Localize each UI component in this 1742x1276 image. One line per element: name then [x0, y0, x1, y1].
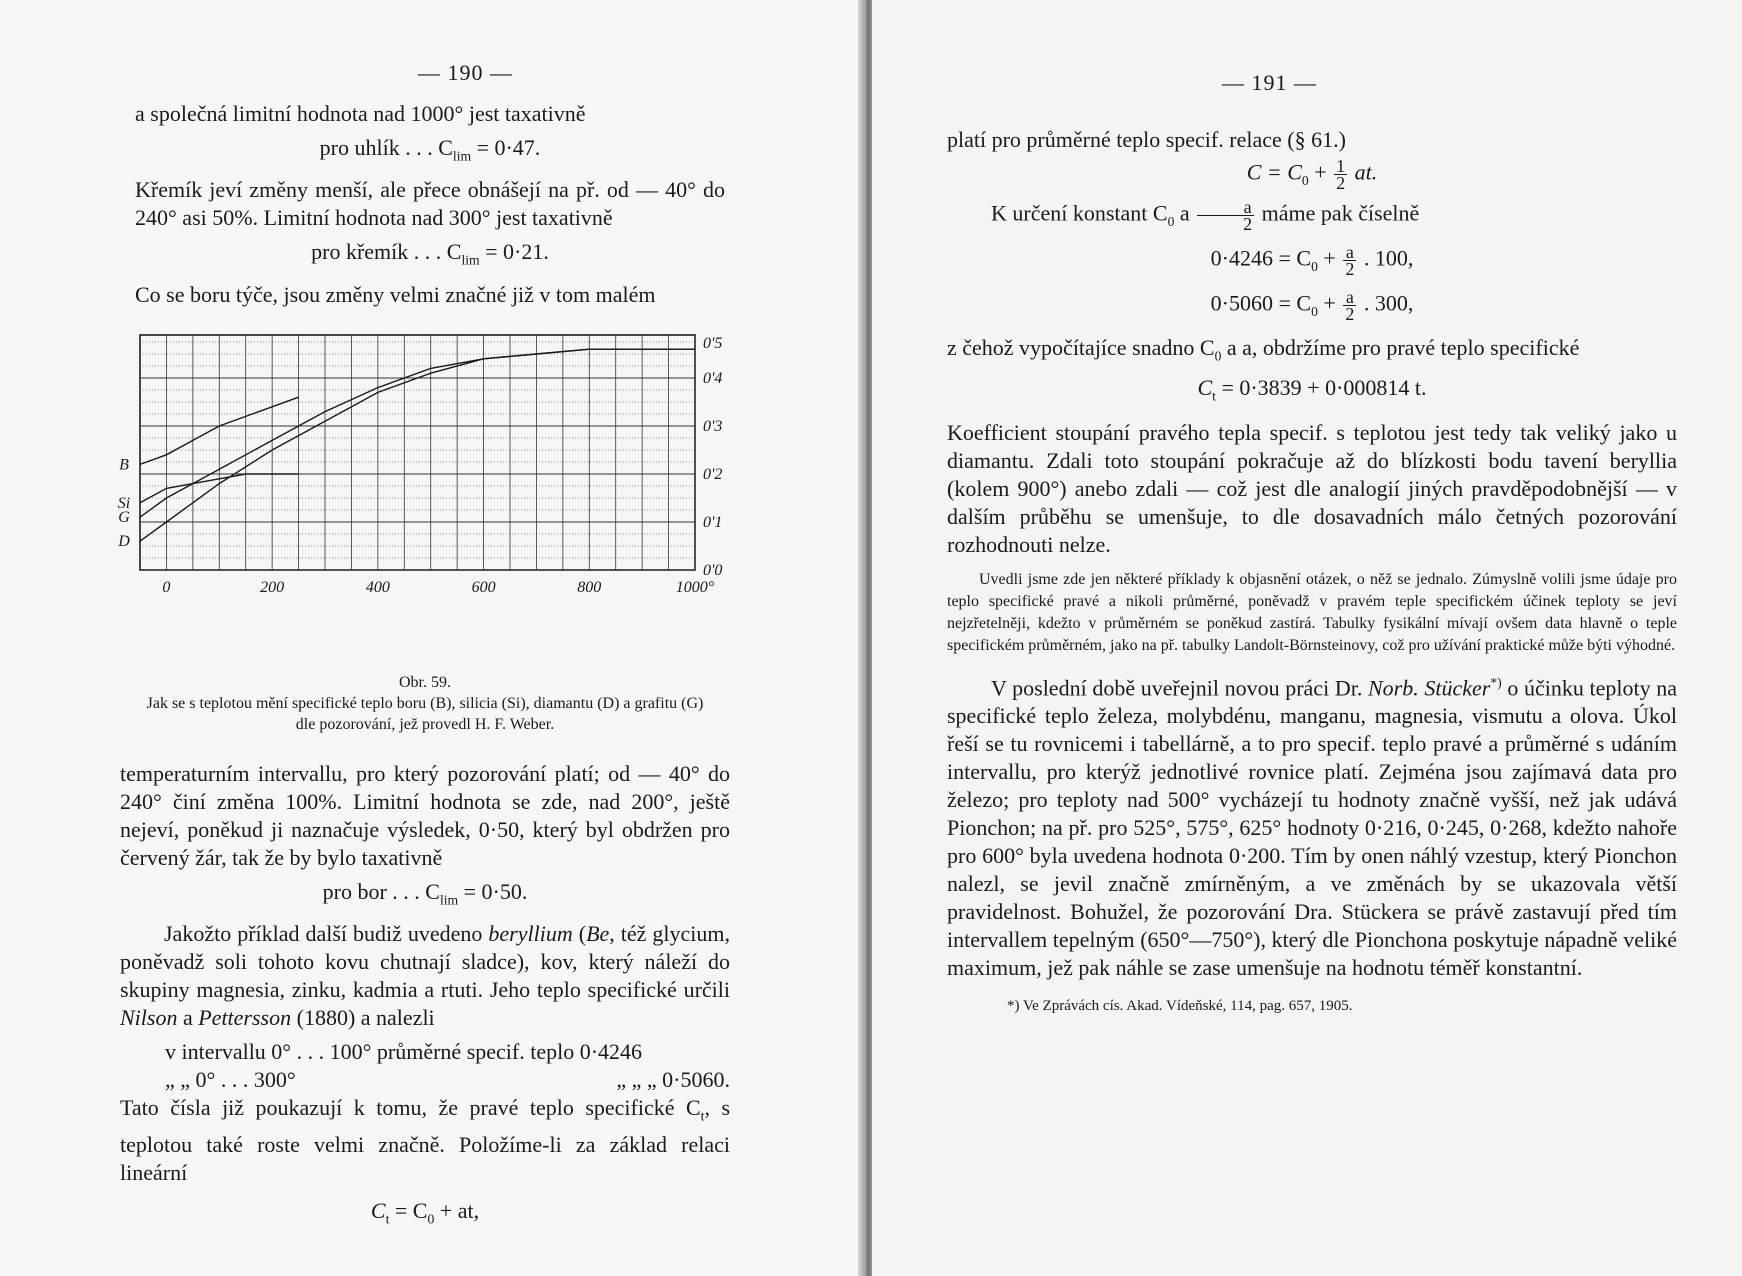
- y-tick-label: 0'4: [703, 370, 723, 387]
- series-label-g: G: [118, 509, 130, 527]
- formula-silicon: pro křemík . . . $C_{lim} = 0\cdot 21$.: [311, 239, 549, 268]
- y-tick-label: 0'0: [703, 562, 723, 579]
- y-tick-label: 0'5: [703, 335, 723, 352]
- paragraph: Jakožto příklad další budiž uvedeno beryllium (Be, též glycium, poněvadž soli tohoto kovu chutnají sladce), kov, který náleží do skupiny magnesia, zinku, kadmia a rtuti. Jeho teplo specifické určili Nilson a Pettersson (1880) a nalezli: [120, 921, 731, 1031]
- equation-2: $0\cdot 5060 = C_0$ + $\frac{a}{2}$ . 300,: [1210, 286, 1414, 324]
- x-tick-label: 0: [162, 579, 171, 596]
- paragraph: platí pro průměrné teplo specif. relace (§ 61.): [947, 127, 1346, 152]
- page-number: — 190 —: [418, 60, 513, 85]
- y-tick-label: 0'3: [703, 418, 723, 435]
- series-label-d: D: [118, 533, 130, 551]
- small-print-paragraph: Uvedli jsme zde jen některé příklady k objasnění otázek, o něž se jednalo. Zúmyslně volili jsme údaje pro teplo specifické pravé a nikoli průměrné, poněvadž v pravém teple specifickém účinek teploty se jeví nejzřetelněji, kdežto v průměrném se poněkud zastírá. Tabulky fysikální mívají ovšem data hlavně o teple specifickém průměrném, jako na př. tabulky Landolt-Börnsteinovy, což pro užívání praktické může býti výhodné.: [947, 570, 1677, 654]
- paragraph: K určení konstant $C_0$ a $\frac{a}{2}$ máme pak číselně: [991, 196, 1420, 234]
- formula-carbon: pro uhlík . . . $C_{lim} = 0\cdot 47$.: [319, 135, 541, 164]
- x-tick-label: 400: [365, 579, 390, 596]
- x-tick-label: 1000°: [675, 579, 715, 596]
- formula-true-heat: $C_t = 0\cdot 3839 + 0\cdot 000814$ t.: [1197, 375, 1427, 404]
- footnote: *) Ve Zprávách cís. Akad. Vídeňské, 114, pag. 657, 1905.: [1007, 997, 1353, 1014]
- left-page: [0, 0, 862, 1276]
- figure-caption: [145, 672, 705, 735]
- data-row: „ „ 0° . . . 300° „ „ „ 0·5060.: [165, 1067, 730, 1093]
- caption-label: Obr. 59.: [399, 674, 451, 691]
- left-text-block-2: [120, 760, 730, 1233]
- caption-text: Jak se s teplotou mění specifické teplo boru (B), silicia (Si), diamantu (D) a grafitu (G) dle pozorování, jež provedl H. F. Weber.: [146, 695, 704, 733]
- specific-heat-chart: [117, 335, 830, 670]
- left-text-block-1: [135, 100, 725, 309]
- formula-mean-heat: $C = C_0$ + $\frac{1}{2}$ at.: [1246, 156, 1378, 193]
- x-tick-label: 800: [577, 579, 602, 596]
- paragraph: Koefficient stoupání pravého tepla specif. s teplotou jest tedy tak veliký jako u diamantu. Zdali toto stoupání pokračuje až do blízkosti bodu tavení beryllia (kolem 900°) anebo zdali — což jest dle analogií jiných pravděpodobnější — v dalším průběhu se umenšuje, to dle dosavadních málo četných pozorování rozhodnouti nelze.: [947, 419, 1677, 557]
- paragraph: Co se boru týče, jsou změny velmi značné již v tom malém: [135, 281, 656, 307]
- paragraph: a společná limitní hodnota nad 1000° jest taxativně: [135, 101, 586, 126]
- formula-boron: pro bor . . . $C_{lim} = 0\cdot 50$.: [322, 879, 528, 908]
- y-tick-label: 0'2: [703, 466, 723, 483]
- paragraph: Křemík jeví změny menší, ale přece obnášejí na př. od — 40° do 240° asi 50%. Limitní hodnota nad 300° jest taxativně: [135, 177, 725, 231]
- page-number: — 191 —: [1222, 70, 1317, 95]
- x-tick-label: 200: [260, 579, 285, 596]
- y-tick-label: 0'1: [703, 514, 723, 531]
- plot-frame: [140, 335, 695, 570]
- series-line-g: [140, 349, 695, 517]
- x-tick-label: 600: [471, 579, 496, 596]
- series-label-b: B: [119, 456, 129, 474]
- paragraph: Tato čísla již poukazují k tomu, že pravé teplo specifické $C_t$, s teplotou také roste velmi značně. Položíme-li za základ relaci lineární: [120, 1095, 731, 1185]
- paragraph: V poslední době uveřejnil novou práci Dr. Norb. Stücker*) o účinku teploty na specifické teplo železa, molybdénu, manganu, magnesia, vismutu a olova. Úkol řeší se tu rovnicemi i tabellárně, a to pro specif. teplo pravé a průměrné s udáním intervallu, pro kterýž jednotlivé rovnice platí. Zejména jsou zajímavá data pro železo; pro teploty nad 500° vycházejí tu hodnoty značně vyšší, než jak udává Pionchon; na př. pro 525°, 575°, 625° hodnoty 0·216, 0·245, 0·268, kdežto nahoře pro 600° byla uvedena hodnota 0·200. Tím by onen náhlý vzestup, který Pionchon nalezl, se jevil značně zmírněným, a ve změnách by se ukazovala větší pravidelnost. Bohužel, že pozorování Dra. Stückera se právě zastavují před tím intervallem tepelným (650°—750°), který dle Pionchona poskytuje nápadně veliké maximum, jež pak náhle se zase umenšuje na hodnotu téměř konstantní.: [947, 674, 1678, 980]
- data-row: v intervallu 0° . . . 100° průměrné specif. teplo 0·4246: [165, 1039, 643, 1065]
- right-page: [872, 0, 1742, 1276]
- right-text-block: [947, 126, 1677, 1016]
- series-label-si: Si: [117, 494, 131, 512]
- formula-linear: $C_t = C_0$ + at,: [370, 1197, 480, 1227]
- chart-svg: [117, 335, 830, 670]
- paragraph: temperaturním intervallu, pro který pozorování platí; od — 40° do 240° činí změna 100%. Limitní hodnota se zde, nad 200°, ještě nejeví, poněkud ji naznačuje výsledek, 0·50, který byl obdržen pro červený žár, tak že by bylo taxativně: [120, 761, 730, 870]
- paragraph: z čehož vypočítajíce snadno $C_0$ a a, obdržíme pro pravé teplo specifické: [947, 334, 1580, 364]
- equation-1: $0\cdot 4246 = C_0$ + $\frac{a}{2}$ . 100,: [1210, 241, 1414, 279]
